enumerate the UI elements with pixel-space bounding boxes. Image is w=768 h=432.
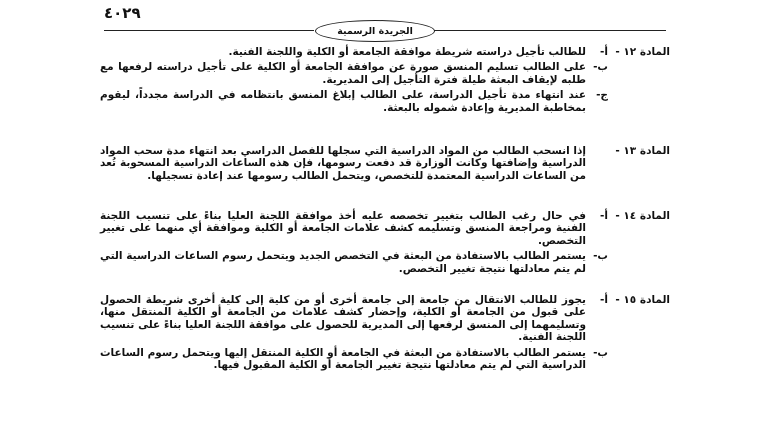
- clause-b: [100, 347, 670, 372]
- article-label: المادة ١٢ -: [615, 46, 670, 58]
- clause-text: على الطالب تسليم المنسق صورة عن موافقة الجامعة أو الكلية على تأجيل دراسته لرفعها مع طلبه لإيقاف البعثة طيلة فترة التأجيل إلى المديرية.: [100, 61, 586, 86]
- article-label: المادة ١٣ -: [615, 145, 670, 157]
- header-rule-left: [104, 30, 314, 31]
- article-14: [100, 210, 670, 275]
- clause-marker: ج-: [596, 89, 608, 102]
- clause-marker: أ-: [600, 46, 608, 58]
- article-12: [100, 46, 670, 114]
- clause-marker: أ-: [600, 294, 608, 306]
- article-15: [100, 294, 670, 371]
- clause-text: للطالب تأجيل دراسته شريطة موافقة الجامعة أو الكلية واللجنة الفنية.: [228, 46, 586, 58]
- clause-text: يجوز للطالب الانتقال من جامعة إلى جامعة أخرى أو من كلية إلى كلية أخرى شريطة الحصول على قبول من الجامعة أو الكلية، وإحضار كشف علامات من الجامعة أو الكلية المنتقل منها، وتسليمهما إلى المنسق لرفعها إلى المديرية للحصول على موافقة اللجنة العليا بناءً على تنسيب اللجنة الفنية.: [100, 294, 586, 344]
- clause-a: [100, 210, 670, 247]
- clause-text: إذا انسحب الطالب من المواد الدراسية التي سجلها للفصل الدراسي بعد انتهاء مدة سحب المواد الدراسية وإضافتها وكانت الوزارة قد دفعت رسومها، فإن هذه الساعات الدراسية المسحوبة تُعد من الساعات الدراسية المعتمدة للتخصص، ويتحمل الطالب رسومها عند إعادة تسجيلها.: [100, 145, 586, 182]
- clause-marker: ب-: [593, 346, 608, 359]
- clause-text: يستمر الطالب بالاستفادة من البعثة في الجامعة أو الكلية المنتقل إليها ويتحمل رسوم الساعات الدراسية التي لم يتم معادلتها نتيجة تغيير الجامعة أو الكلية المقبول فيها.: [100, 346, 586, 372]
- clause-body: [100, 145, 670, 182]
- clause-text: عند انتهاء مدة تأجيل الدراسة، على الطالب إبلاغ المنسق بانتظامه في الدراسة مجدداً، ليقوم بمخاطبة المديرية وإعادة شموله بالبعثة.: [100, 89, 586, 114]
- page-number: ٤٠٢٩: [104, 4, 141, 22]
- clause-text: في حال رغب الطالب بتغيير تخصصه عليه أخذ موافقة اللجنة العليا بناءً على تنسيب اللجنة الفنية ومراجعة المنسق وتسليمه كشف علامات الجامعة أو الكلية وموافقة أي منهما على تغيير التخصص.: [100, 210, 586, 247]
- clause-marker: ب-: [593, 250, 608, 263]
- clause-text: يستمر الطالب بالاستفادة من البعثة في التخصص الجديد ويتحمل رسوم الساعات الدراسية التي لم يتم معادلتها نتيجة تغيير التخصص.: [100, 250, 586, 275]
- clause-a: [100, 46, 670, 58]
- header-rule-right: [434, 30, 666, 31]
- article-13: [100, 145, 670, 182]
- clause-marker: أ-: [600, 210, 608, 222]
- clause-b: [100, 61, 670, 86]
- clause-a: [100, 294, 670, 344]
- article-label: المادة ١٥ -: [615, 294, 670, 306]
- clause-marker: ب-: [593, 61, 608, 74]
- clause-c: [100, 89, 670, 114]
- clause-b: [100, 250, 670, 275]
- gazette-title: الجريدة الرسمية: [315, 20, 435, 42]
- article-label: المادة ١٤ -: [615, 210, 670, 222]
